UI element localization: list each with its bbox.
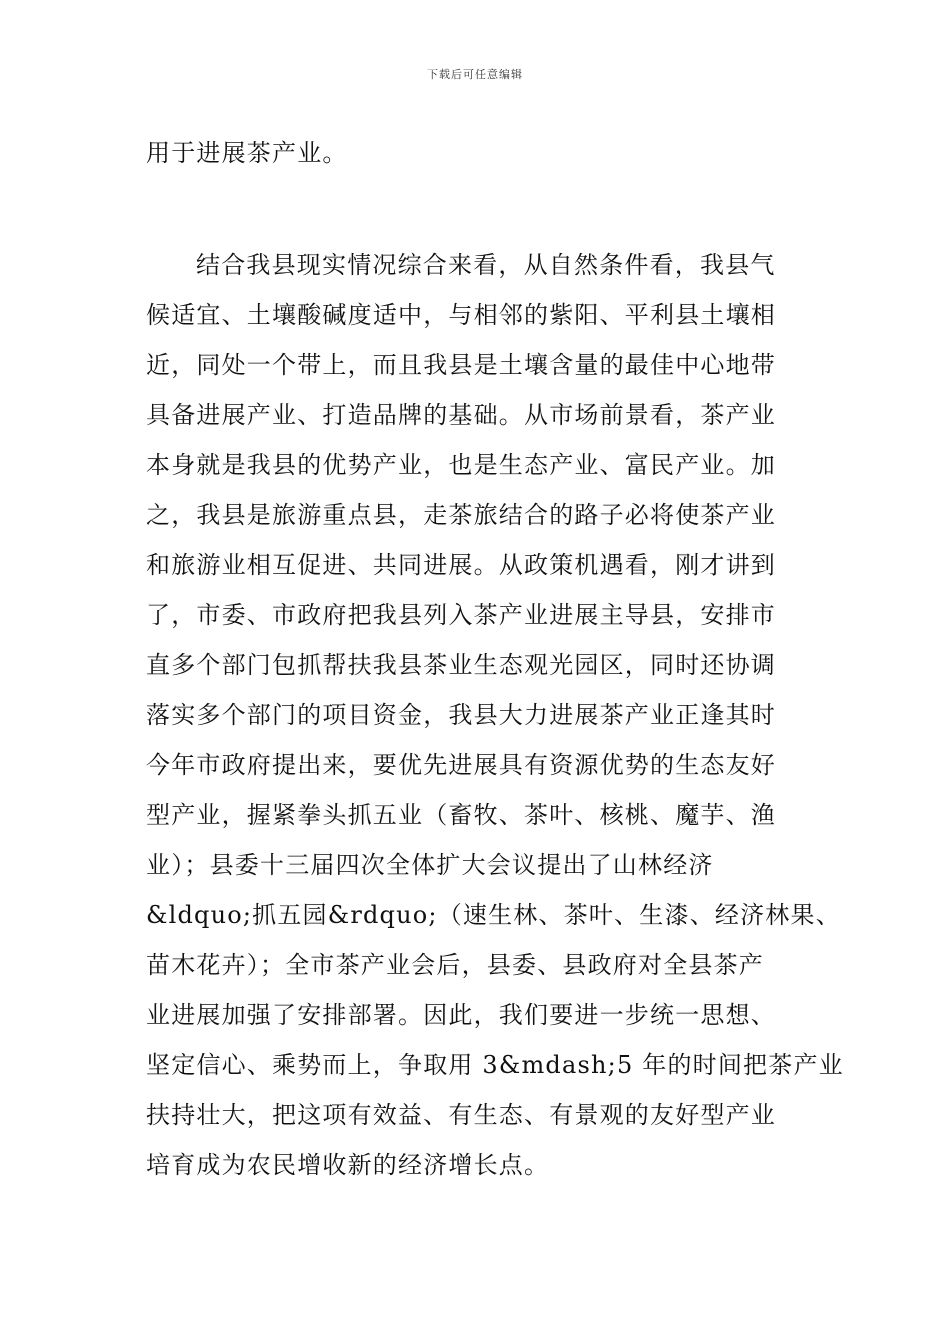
text-line: 业）；县委十三届四次全体扩大会议提出了山林经济: [146, 851, 714, 879]
text-line: 了，市委、市政府把我县列入茶产业进展主导县，安排市: [146, 601, 776, 629]
paragraph-1: [146, 128, 826, 178]
text-line: 候适宜、土壤酸碱度适中，与相邻的紫阳、平利县土壤相: [146, 301, 776, 329]
text-line: 本身就是我县的优势产业，也是生态产业、富民产业。加: [146, 451, 776, 479]
page-header-note: 下载后可任意编辑: [427, 68, 523, 81]
text-line: 苗木花卉）；全市茶产业会后，县委、县政府对全县茶产: [146, 951, 764, 979]
text-line: 和旅游业相互促进、共同进展。从政策机遇看，刚才讲到: [146, 551, 776, 579]
text-line: 用于进展茶产业。: [146, 139, 348, 167]
document-body: [146, 128, 844, 1190]
text-line: &ldquo;抓五园&rdquo;（速生林、茶叶、生漆、经济林果、: [146, 901, 841, 929]
text-line: 今年市政府提出来，要优先进展具有资源优势的生态友好: [146, 751, 776, 779]
text-line: 培育成为农民增收新的经济增长点。: [146, 1151, 550, 1179]
text-line: 落实多个部门的项目资金，我县大力进展茶产业正逢其时: [146, 701, 776, 729]
text-line: 扶持壮大，把这项有效益、有生态、有景观的友好型产业: [146, 1101, 776, 1129]
text-line: 近，同处一个带上，而且我县是土壤含量的最佳中心地带: [146, 351, 776, 379]
text-line: 具备进展产业、打造品牌的基础。从市场前景看，茶产业: [146, 401, 776, 429]
paragraph-2: [146, 240, 844, 1190]
text-line: 型产业，握紧拳头抓五业（畜牧、茶叶、核桃、魔芋、渔: [146, 801, 776, 829]
text-line: 坚定信心、乘势而上，争取用 3&mdash;5 年的时间把茶产业: [146, 1051, 844, 1079]
text-line: 结合我县现实情况综合来看，从自然条件看，我县气: [196, 251, 776, 279]
paragraph-gap: [146, 178, 826, 240]
text-line: 之，我县是旅游重点县，走茶旅结合的路子必将使茶产业: [146, 501, 776, 529]
text-line: 业进展加强了安排部署。因此，我们要进一步统一思想、: [146, 1001, 776, 1029]
text-line: 直多个部门包抓帮扶我县茶业生态观光园区，同时还协调: [146, 651, 776, 679]
